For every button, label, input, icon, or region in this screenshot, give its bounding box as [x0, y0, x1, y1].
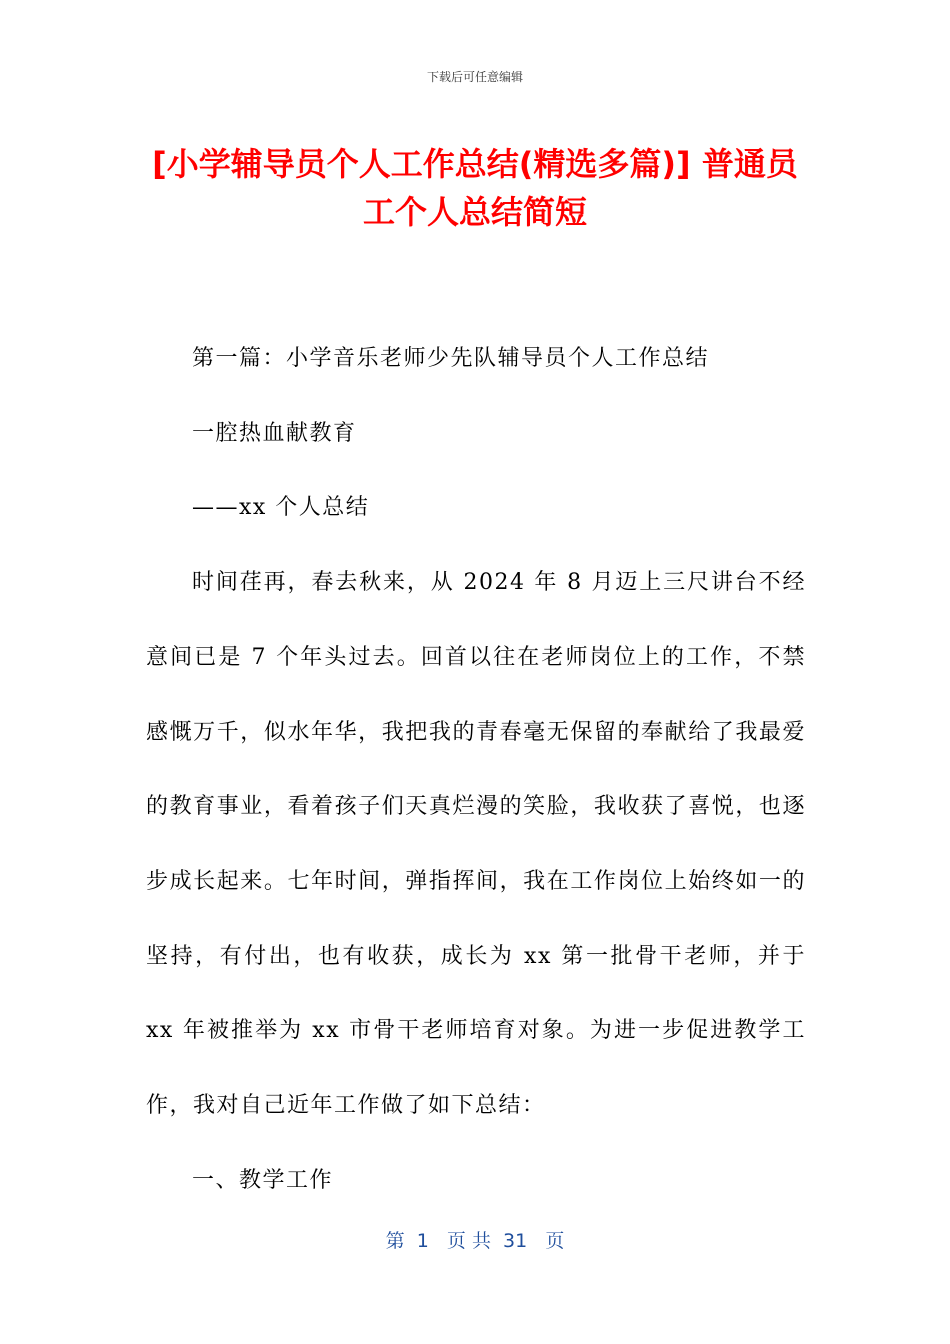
page-footer: 第 1 页 共 31 页: [385, 1230, 565, 1252]
header-note: 下载后可任意编辑: [426, 70, 523, 84]
document-body: [146, 322, 806, 1218]
document-title: [小学辅导员个人工作总结(精选多篇)] 普通员工个人总结简短: [152, 145, 798, 231]
paragraph-byline: ——xx 个人总结: [192, 495, 370, 521]
paragraph-list-heading: 一、教学工作: [192, 1167, 334, 1193]
paragraph-body: 时间荏再，春去秋来，从 2024 年 8 月迈上三尺讲台不经意间已是 7 个年头过去。回首以往在老师岗位上的工作，不禁感慨万千，似水年华，我把我的青春毫无保留的奉献给了我最爱的教育事业，看着孩子们天真烂漫的笑脸，我收获了喜悦，也逐步成长起来。七年时间，弹指挥间，我在工作岗位上始终如一的坚持，有付出，也有收获，成长为 xx 第一批骨干老师，并于 xx 年被推举为 xx 市骨干老师培育对象。为进一步促进教学工作，我对自己近年工作做了如下总结：: [146, 570, 806, 1119]
paragraph-subtitle: 一腔热血献教育: [192, 420, 357, 446]
paragraph-section-heading: 第一篇：小学音乐老师少先队辅导员个人工作总结: [192, 346, 710, 371]
